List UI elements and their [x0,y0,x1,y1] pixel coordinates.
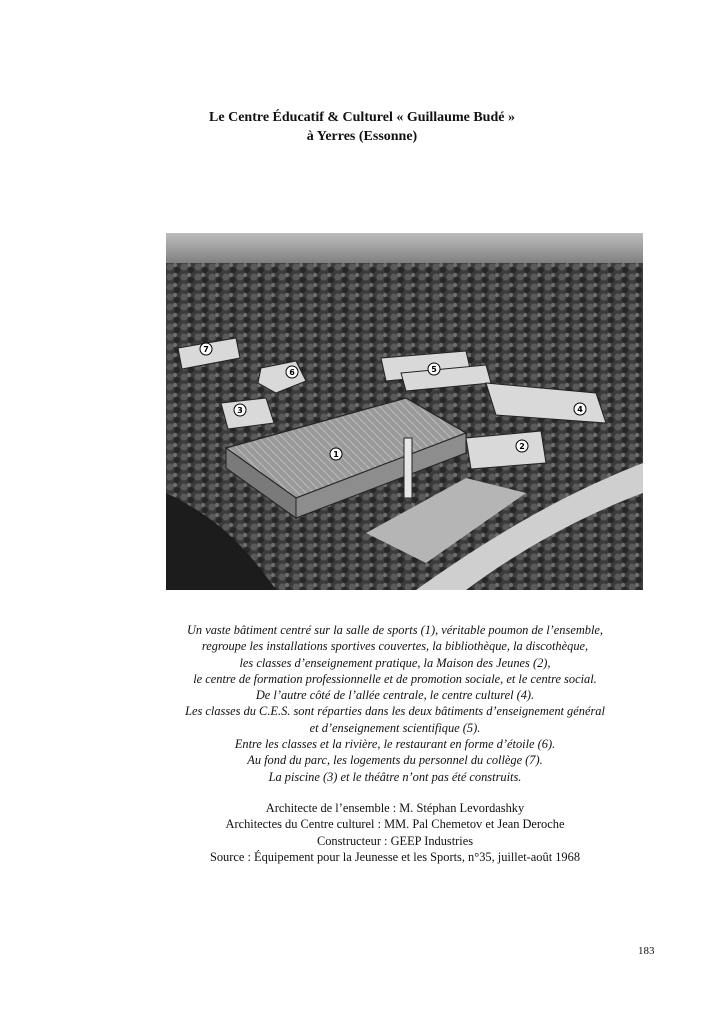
title-line-1: Le Centre Éducatif & Culturel « Guillaume Budé » [209,110,515,125]
svg-text:5: 5 [431,365,437,374]
caption-line: Un vaste bâtiment centré sur la salle de sports (1), véritable poumon de l’ensemble, [186,623,604,637]
aerial-view-drawing [166,233,643,590]
marker-6 [286,366,298,378]
photo-caption [150,622,640,785]
caption-line: Les classes du C.E.S. sont réparties dans les deux bâtiments d’enseignement général [185,704,605,719]
page-number: 183 [638,945,655,957]
marker-3 [234,404,246,416]
caption-line: les classes d’enseignement pratique, la Maison des Jeunes (2), [239,655,551,670]
title-line-2: à Yerres (Essonne) [306,129,418,144]
svg-text:7: 7 [203,345,209,354]
marker-1 [330,448,342,460]
svg-text:3: 3 [237,406,243,415]
caption-line: Au fond du parc, les logements du personnel du collège (7). [247,753,543,768]
aerial-photograph [166,233,643,590]
credit-architect: Architecte de l’ensemble : M. Stéphan Levordashky [265,801,525,815]
caption-line: le centre de formation professionnelle et de promotion sociale, et le centre social. [193,671,597,686]
caption-line: De l’autre côté de l’allée centrale, le centre culturel (4). [255,688,535,703]
marker-4 [574,403,586,415]
caption-line: Entre les classes et la rivière, le restaurant en forme d’étoile (6). [234,737,556,752]
svg-text:1: 1 [333,450,339,459]
marker-5 [428,363,440,375]
svg-text:4: 4 [577,405,583,414]
caption-line: La piscine (3) et le théâtre n’ont pas été construits. [268,769,522,784]
page-title [0,108,724,146]
credit-source: Source : Équipement pour la Jeunesse et les Sports, n°35, juillet-août 1968 [209,849,581,864]
svg-text:6: 6 [289,368,295,377]
marker-7 [200,343,212,355]
caption-line: et d’enseignement scientifique (5). [309,720,481,735]
caption-line: regroupe les installations sportives couvertes, la bibliothèque, la discothèque, [201,639,589,654]
credit-cultural-architects: Architectes du Centre culturel : MM. Pal Chemetov et Jean Deroche [225,817,565,832]
marker-2 [516,440,528,452]
svg-text:2: 2 [519,442,525,451]
credits-block [100,800,690,865]
credit-builder: Constructeur : GEEP Industries [316,833,474,848]
